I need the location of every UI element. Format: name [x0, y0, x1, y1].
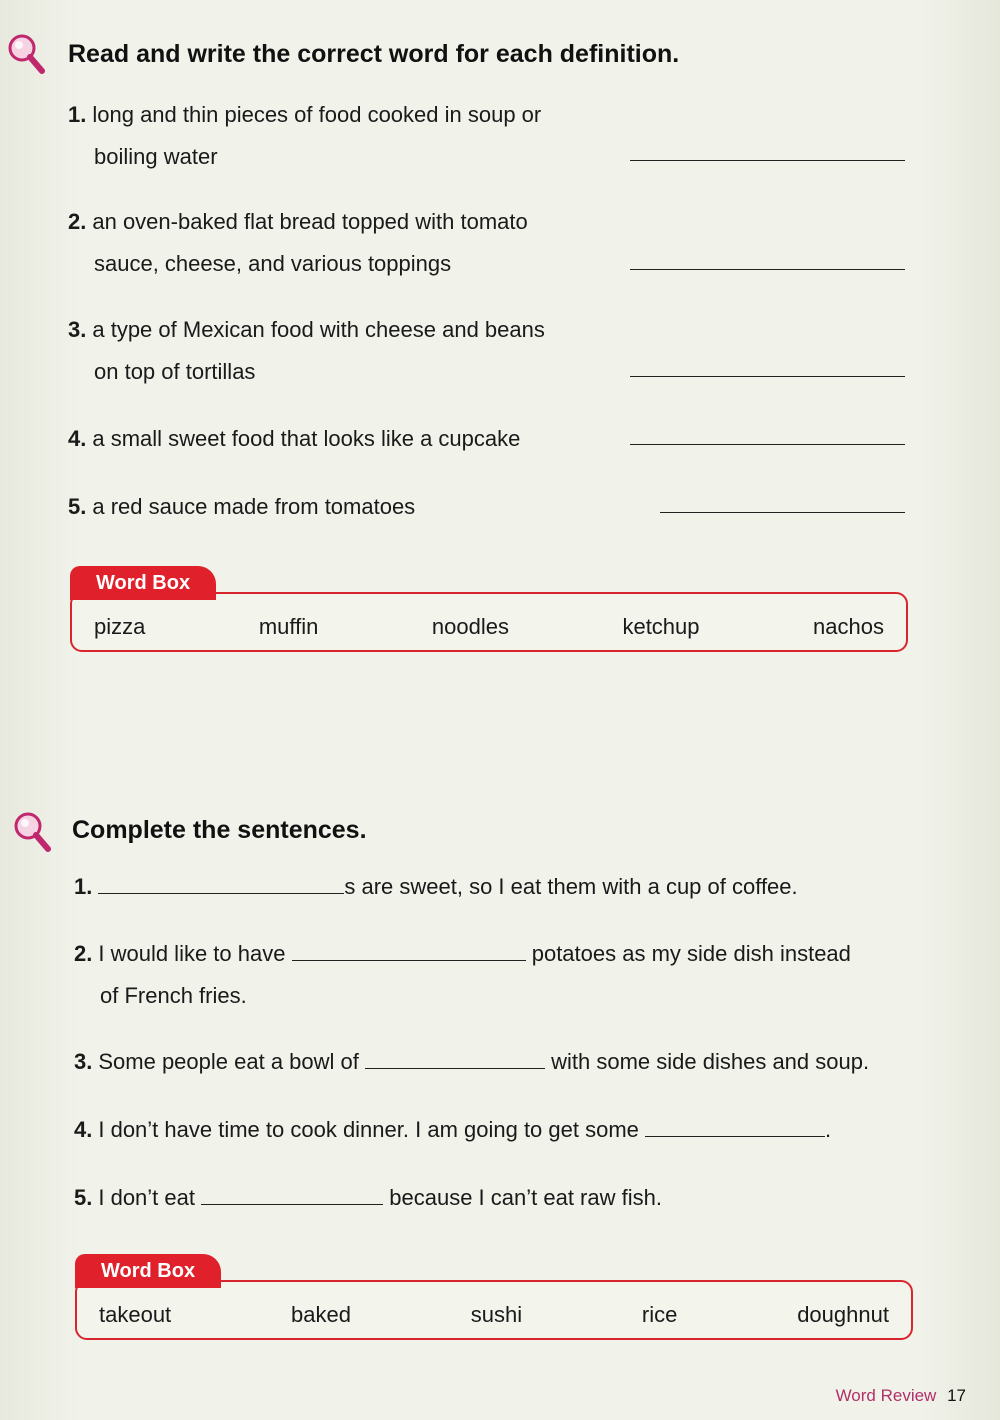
word-sushi: sushi [470, 1302, 523, 1327]
answer-blank-2[interactable] [630, 269, 905, 270]
word-box-words [75, 1290, 913, 1340]
word-doughnut: doughnut [797, 1302, 889, 1327]
sentence-4: 4. I don’t have time to cook dinner. I am going to get some . [74, 1117, 832, 1142]
page-footer [836, 1386, 966, 1406]
word-box-2 [75, 1254, 913, 1340]
definition-2: 2. an oven-baked flat bread topped with tomato sauce, cheese, and various toppings [68, 209, 528, 276]
sentence-2: 2. I would like to have potatoes as my side dish instead of French fries. [74, 941, 851, 1008]
answer-blank-4[interactable] [630, 444, 905, 445]
definition-1: 1. long and thin pieces of food cooked in soup or boiling water [68, 102, 542, 169]
word-takeout: takeout [99, 1302, 172, 1327]
word-box-words [70, 602, 908, 652]
sentence-blank-2[interactable] [292, 942, 526, 961]
definition-5: 5. a red sauce made from tomatoes [68, 494, 416, 519]
magnifier-icon [6, 32, 46, 76]
answer-blank-3[interactable] [630, 376, 905, 377]
answer-blank-5[interactable] [660, 512, 905, 513]
section1-heading: Read and write the correct word for each definition. [68, 40, 680, 68]
footer-label: Word Review [835, 1386, 937, 1405]
word-noodles: noodles [431, 614, 509, 639]
section2-heading: Complete the sentences. [72, 816, 367, 844]
word-box-title: Word Box [75, 1254, 221, 1288]
sentence-5: 5. I don’t eat because I can’t eat raw fish. [74, 1185, 662, 1210]
word-baked: baked [290, 1302, 351, 1327]
definition-4: 4. a small sweet food that looks like a cupcake [68, 426, 521, 451]
page-number: 17 [947, 1386, 966, 1405]
word-muffin: muffin [258, 614, 319, 639]
sentence-blank-1[interactable] [98, 875, 344, 894]
sentence-blank-4[interactable] [645, 1118, 825, 1137]
sentence-1: 1. s are sweet, so I eat them with a cup of coffee. [74, 874, 798, 899]
word-rice: rice [641, 1302, 678, 1327]
answer-blank-1[interactable] [630, 160, 905, 161]
word-box-title: Word Box [70, 566, 216, 600]
sentence-3: 3. Some people eat a bowl of with some side dishes and soup. [74, 1049, 870, 1074]
word-nachos: nachos [813, 614, 884, 639]
definition-3: 3. a type of Mexican food with cheese and beans on top of tortillas [68, 317, 545, 384]
word-pizza: pizza [94, 614, 146, 639]
sentence-blank-3[interactable] [365, 1050, 545, 1069]
sentence-blank-5[interactable] [201, 1186, 383, 1205]
word-ketchup: ketchup [622, 614, 700, 639]
word-box-1 [70, 566, 908, 652]
magnifier-icon [12, 810, 52, 854]
